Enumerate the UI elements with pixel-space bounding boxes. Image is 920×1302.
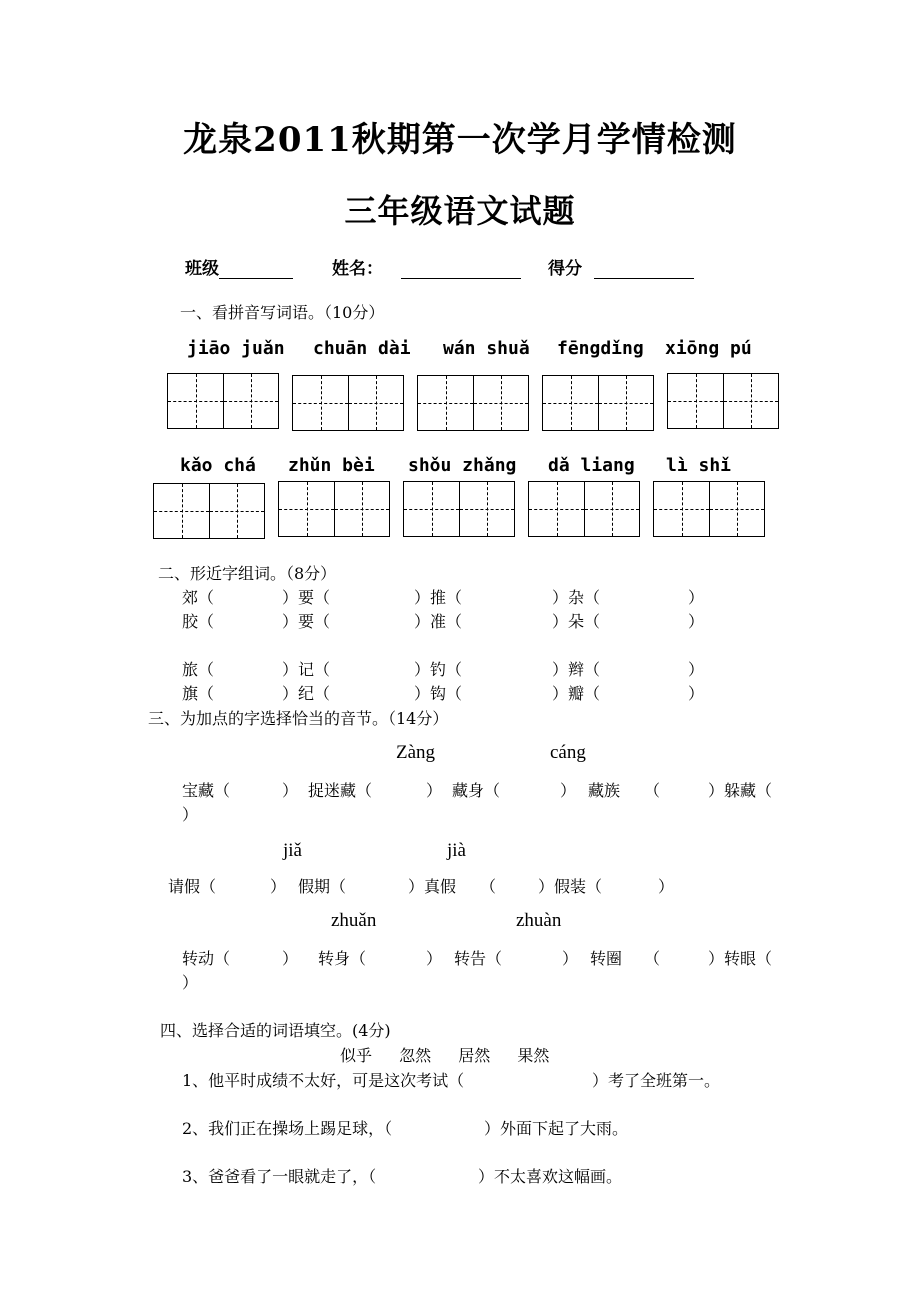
choice-line-tail: ）: [182, 973, 199, 992]
word-choice: 居然: [458, 1046, 491, 1065]
class-blank[interactable]: [219, 260, 293, 279]
word-choice: 果然: [517, 1046, 550, 1065]
choice-line: 转动（ ） 转身（ ） 转告（ ） 转圈 （ ）转眼（: [182, 949, 773, 968]
class-label: 班级: [185, 259, 219, 279]
section2-heading: 二、形近字组词。（8分）: [158, 564, 337, 583]
score-label: 得分: [548, 259, 582, 279]
writing-grid[interactable]: [528, 481, 640, 537]
writing-grid[interactable]: [167, 373, 279, 429]
question-3: 3、爸爸看了一眼就走了，（ ）不太喜欢这幅画。: [182, 1167, 623, 1186]
syllable-option: jiǎ: [283, 840, 302, 861]
word-choice: 似乎: [340, 1046, 373, 1065]
writing-grid[interactable]: [278, 481, 390, 537]
word-choice: 忽然: [399, 1046, 432, 1065]
pinyin-label: chuān dài: [313, 338, 411, 359]
pinyin-label: dǎ liang: [548, 455, 635, 476]
name-blank[interactable]: [401, 260, 521, 279]
section1-heading: 一、看拼音写词语。（10分）: [180, 303, 385, 322]
writing-grid[interactable]: [417, 375, 529, 431]
name-label: 姓名：: [332, 259, 383, 279]
syllable-option: jià: [447, 840, 466, 861]
score-field: [548, 254, 694, 279]
pinyin-label: fēngdǐng: [557, 338, 644, 359]
score-blank[interactable]: [594, 260, 694, 279]
writing-grid[interactable]: [542, 375, 654, 431]
page-subtitle: 三年级语文试题: [344, 192, 576, 230]
pinyin-label: shǒu zhǎng: [408, 455, 517, 476]
choice-line: 请假（ ） 假期（ ）真假 （ ）假装（ ）: [168, 877, 675, 896]
pinyin-label: wán shuǎ: [443, 338, 530, 359]
pinyin-label: kǎo chá: [180, 455, 256, 476]
word-choices: [340, 1043, 549, 1066]
name-field: [332, 254, 521, 279]
syllable-option: zhuàn: [516, 910, 562, 931]
class-field: [185, 254, 293, 279]
choice-line: 宝藏（ ） 捉迷藏（ ） 藏身（ ） 藏族 （ ）躲藏（: [182, 781, 773, 800]
question-1: 1、他平时成绩不太好，可是这次考试（ ）考了全班第一。: [182, 1071, 721, 1090]
pinyin-label: zhǔn bèi: [288, 455, 375, 476]
writing-grid[interactable]: [403, 481, 515, 537]
writing-grid[interactable]: [653, 481, 765, 537]
pinyin-label: lì shǐ: [666, 455, 732, 476]
pinyin-label: jiāo juǎn: [187, 338, 285, 359]
section4-heading: 四、选择合适的词语填空。(4分): [160, 1021, 391, 1040]
question-2: 2、我们正在操场上踢足球，（ ）外面下起了大雨。: [182, 1119, 629, 1138]
syllable-option: zhuǎn: [331, 910, 377, 931]
section3-heading: 三、为加点的字选择恰当的音节。（14分）: [148, 709, 449, 728]
page-title: 龙泉2011秋期第一次学月学情检测: [183, 120, 737, 160]
syllable-option: Zàng: [396, 742, 436, 763]
writing-grid[interactable]: [153, 483, 265, 539]
writing-grid[interactable]: [292, 375, 404, 431]
pinyin-label: xiōng pú: [665, 338, 752, 359]
writing-grid[interactable]: [667, 373, 779, 429]
choice-line-tail: ）: [182, 805, 199, 824]
syllable-option: cáng: [550, 742, 586, 763]
